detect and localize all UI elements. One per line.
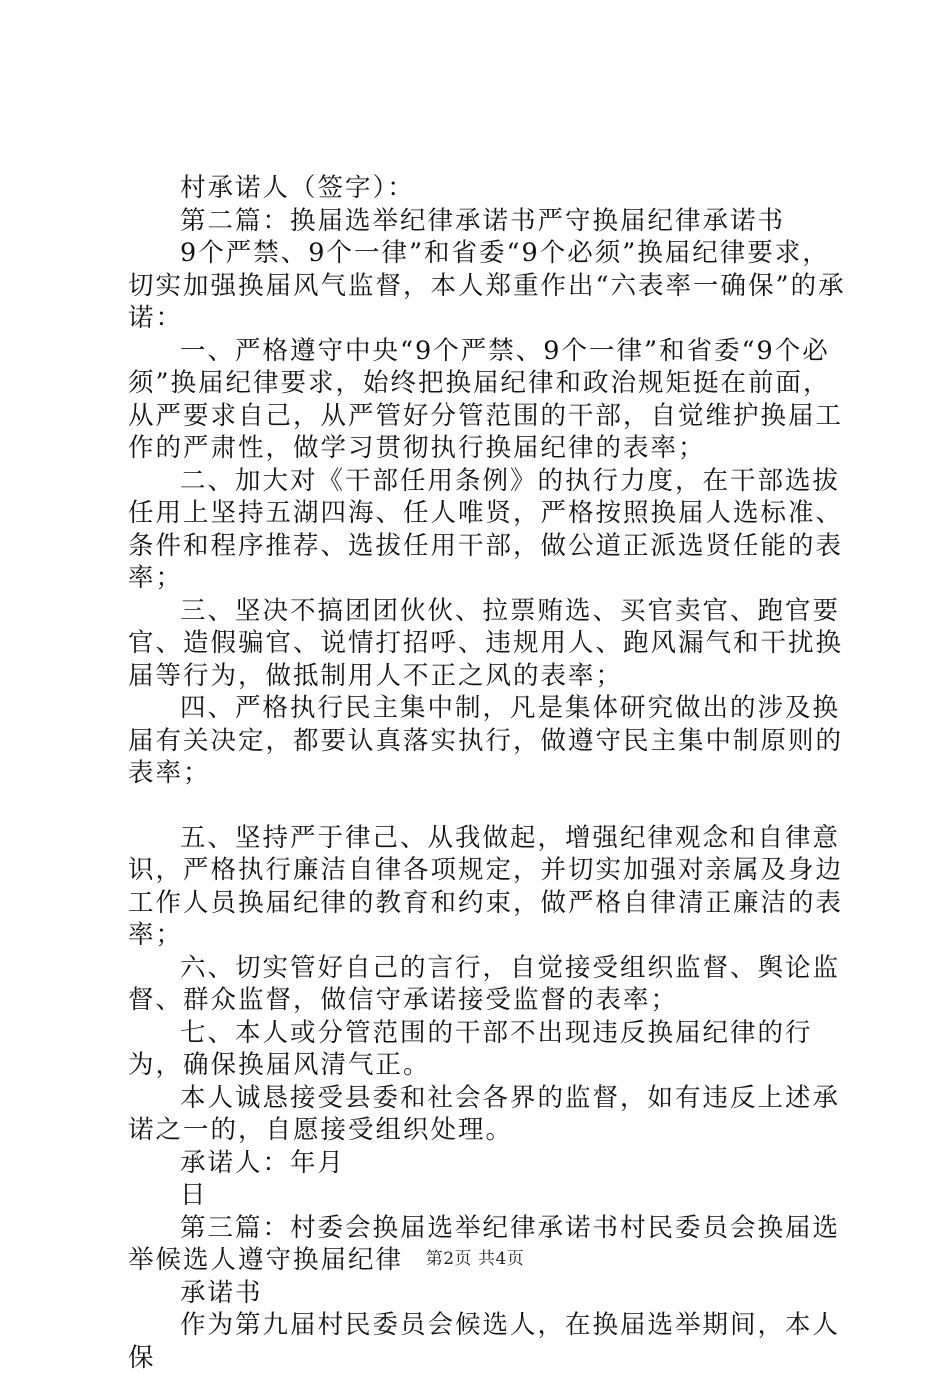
paragraph: 作为第九届村民委员会候选人，在换届选举期间，本人保 xyxy=(128,1310,841,1373)
paragraph: 承诺人：年月 xyxy=(180,1147,346,1178)
paragraph: 第三篇：村委会换届选举纪律承诺书村民委员会换届选举候选人遵守换届纪律 xyxy=(128,1212,841,1275)
paragraph: 承诺书 xyxy=(180,1277,263,1308)
document-body xyxy=(128,172,848,1374)
paragraph: 一、严格遵守中央“9个严禁、9个一律”和省委“9个必须”换届纪律要求，始终把换届纪律和政治规矩挺在前面，从严要求自己，从严管好分管范围的干部，自觉维护换届工作的严肃性，做学习贯彻执行换届纪律的表率； xyxy=(128,335,844,463)
paragraph: 日 xyxy=(180,1180,208,1210)
paragraph: 本人诚恳接受县委和社会各界的监督，如有违反上述承诺之一的，自愿接受组织处理。 xyxy=(128,1082,841,1145)
paragraph: 二、加大对《干部任用条例》的执行力度，在干部选拔任用上坚持五湖四海、任人唯贤，严格按照换届人选标准、条件和程序推荐、选拔任用干部，做公道正派选贤任能的表率； xyxy=(128,465,844,593)
paragraph: 9个严禁、9个一律”和省委“9个必须”换届纪律要求，切实加强换届风气监督，本人郑重作出“六表率一确保”的承诺： xyxy=(128,238,846,333)
page-footer: 第2页 共4页 xyxy=(425,1249,525,1269)
paragraph: 第二篇：换届选举纪律承诺书严守换届纪律承诺书 xyxy=(180,205,786,236)
paragraph: 村承诺人（签字）： xyxy=(180,173,415,203)
paragraph: 七、本人或分管范围的干部不出现违反换届纪律的行为，确保换届风清气正。 xyxy=(128,1017,813,1080)
paragraph: 五、坚持严于律己、从我做起，增强纪律观念和自律意识，严格执行廉洁自律各项规定，并切实加强对亲属及身边工作人员换届纪律的教育和约束，做严格自律清正廉洁的表率； xyxy=(128,822,844,950)
paragraph: 三、坚决不搞团团伙伙、拉票贿选、买官卖官、跑官要官、造假骗官、说情打招呼、违规用人、跑风漏气和干扰换届等行为，做抵制用人不正之风的表率； xyxy=(128,595,844,691)
paragraph: 六、切实管好自己的言行，自觉接受组织监督、舆论监督、群众监督，做信守承诺接受监督的表率； xyxy=(128,952,841,1015)
paragraph: 四、严格执行民主集中制，凡是集体研究做出的涉及换届有关决定，都要认真落实执行，做遵守民主集中制原则的表率； xyxy=(128,693,844,788)
paragraph-gap xyxy=(128,790,848,822)
